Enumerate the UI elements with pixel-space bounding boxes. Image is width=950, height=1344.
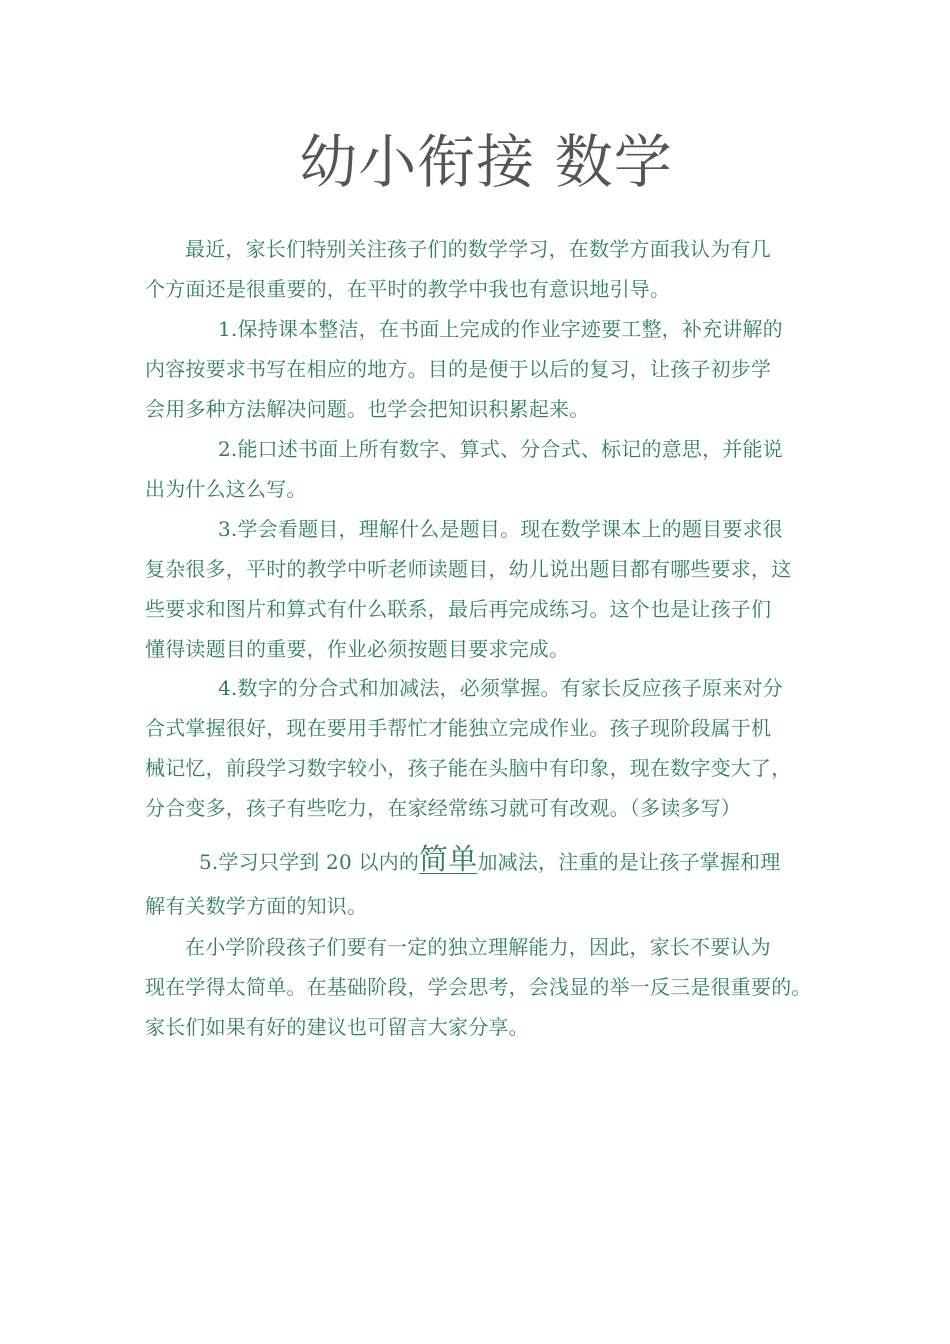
point-4-line: 分合变多，孩子有些吃力，在家经常练习就可有改观。（多读多写） [145,796,741,820]
point-5-prefix: 5.学习只学到 20 以内的 [199,850,420,874]
point-4-line: 合式掌握很好，现在要用手帮忙才能独立完成作业。孩子现阶段属于机 [145,716,772,740]
point-1-line: 1.保持课本整洁，在书面上完成的作业字迹要工整，补充讲解的 [218,317,783,341]
point-3-paragraph [145,509,813,669]
closing-line: 现在学得太简单。在基础阶段，学会思考，会浅显的举一反三是很重要的。 [145,975,812,999]
intro-line: 最近，家长们特别关注孩子们的数学学习，在数学方面我认为有几 [185,237,771,261]
point-5-paragraph [145,832,813,926]
point-5-line: 解有关数学方面的知识。 [145,894,368,918]
point-1-line: 内容按要求书写在相应的地方。目的是便于以后的复习，让孩子初步学 [145,357,772,381]
closing-line: 家长们如果有好的建议也可留言大家分享。 [145,1015,529,1039]
point-5-suffix: 加减法，注重的是让孩子掌握和理 [477,850,781,874]
point-3-line: 些要求和图片和算式有什么联系，最后再完成练习。这个也是让孩子们 [145,597,772,621]
point-5-line [145,832,813,886]
point-2-line: 2.能口述书面上所有数字、算式、分合式、标记的意思，并能说 [218,437,783,461]
point-4-line: 械记忆，前段学习数字较小，孩子能在头脑中有印象，现在数字变大了， [145,756,792,780]
intro-paragraph [145,229,813,309]
point-3-line: 复杂很多，平时的教学中听老师读题目，幼儿说出题目都有哪些要求，这 [145,557,792,581]
point-1-line: 会用多种方法解决问题。也学会把知识积累起来。 [145,397,590,421]
point-2-line: 出为什么这么写。 [145,477,307,501]
point-3-line: 3.学会看题目，理解什么是题目。现在数学课本上的题目要求很 [218,517,783,541]
point-3-line: 懂得读题目的重要，作业必须按题目要求完成。 [145,637,570,661]
point-4-line: 4.数字的分合式和加减法，必须掌握。有家长反应孩子原来对分 [218,676,783,700]
point-4-paragraph [145,668,813,828]
point-1-paragraph [145,309,813,429]
intro-line: 个方面还是很重要的，在平时的教学中我也有意识地引导。 [145,277,671,301]
document-title: 幼小衔接 数学 [299,128,673,196]
closing-line: 在小学阶段孩子们要有一定的独立理解能力，因此，家长不要认为 [185,935,771,959]
closing-paragraph [145,927,813,1047]
point-5-emphasis: 简单 [419,842,478,876]
point-2-paragraph [145,429,813,509]
